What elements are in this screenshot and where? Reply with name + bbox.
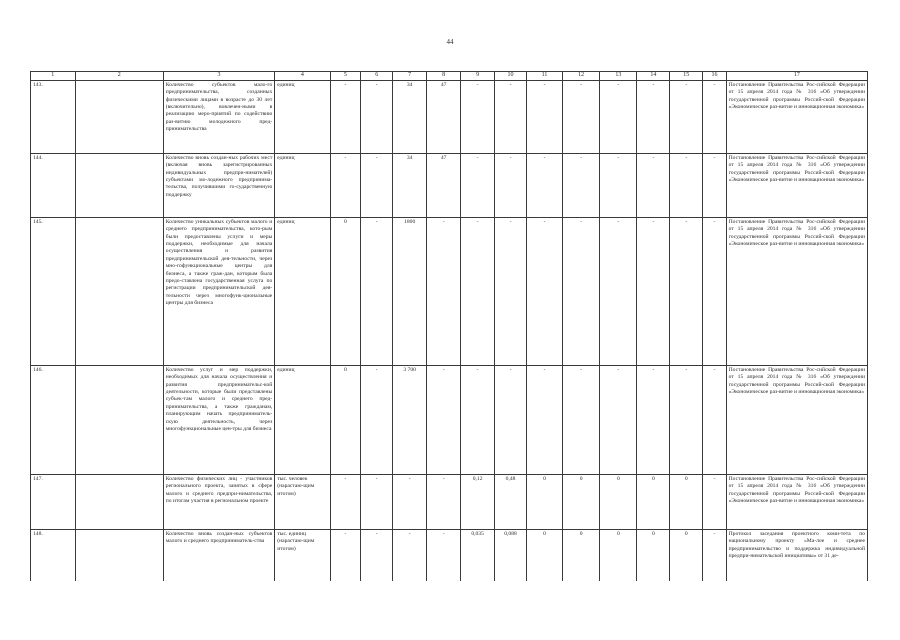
indicator-name-cell: Количество вновь создан-ных рабочих мест (включая вновь зарегистрированных индивидуальных предпри-нимателей) субъектами мо-лодежного предпринима-тельства, получившими го-сударственную поддержку: [163, 153, 275, 217]
value-cell: -: [526, 80, 562, 153]
value-cell: -: [361, 474, 393, 529]
row-empty-cell: [75, 474, 163, 529]
value-cell: -: [563, 80, 600, 153]
value-cell: -: [637, 365, 670, 474]
unit-cell: единиц: [275, 217, 330, 365]
value-cell: -: [637, 217, 670, 365]
indicator-name-cell: Количество услуг и мер поддержки, необходимых для начала осуществления и развития предпринимательс-кой деятельности, которые были представлены субъек-там малого и среднего пред-принимательства, а также гражданам, планирующим начать предприниматель-скую деятельность, через многофункциональные цен-тры для бизнеса: [163, 365, 275, 474]
value-cell: 0: [563, 529, 600, 581]
page-number: 44: [446, 38, 454, 46]
header-cell: 3: [163, 72, 275, 81]
header-cell: 12: [563, 72, 600, 81]
value-cell: 0: [330, 365, 361, 474]
header-cell: 14: [637, 72, 670, 81]
value-cell: 0,48: [495, 474, 527, 529]
value-cell: -: [330, 153, 361, 217]
value-cell: 0: [526, 474, 562, 529]
value-cell: -: [427, 474, 461, 529]
value-cell: -: [361, 365, 393, 474]
row-empty-cell: [75, 529, 163, 581]
value-cell: 0,088: [495, 529, 527, 581]
value-cell: -: [427, 217, 461, 365]
value-cell: -: [703, 80, 726, 153]
header-cell: 5: [330, 72, 361, 81]
value-cell: -: [461, 80, 495, 153]
value-cell: -: [703, 217, 726, 365]
value-cell: -: [526, 153, 562, 217]
value-cell: 0: [526, 529, 562, 581]
header-cell: 6: [361, 72, 393, 81]
value-cell: 34: [393, 153, 427, 217]
table-row: [31, 80, 868, 153]
value-cell: 0: [670, 529, 703, 581]
value-cell: -: [361, 80, 393, 153]
value-cell: 0: [637, 529, 670, 581]
header-cell: 15: [670, 72, 703, 81]
value-cell: 0,12: [461, 474, 495, 529]
value-cell: -: [600, 217, 637, 365]
header-cell: 1: [31, 72, 76, 81]
value-cell: -: [600, 365, 637, 474]
header-cell: 7: [393, 72, 427, 81]
row-number-cell: 147.: [31, 474, 76, 529]
value-cell: 0,035: [461, 529, 495, 581]
source-document-cell: Постановление Правительства Рос-сийской Федерации от 15 апреля 2014 года № 316 «Об утверждении государственной программы Россий-ской Федерации «Экономическое раз-витие и инновационная экономика»: [726, 153, 867, 217]
header-cell: 13: [600, 72, 637, 81]
value-cell: -: [600, 153, 637, 217]
value-cell: 1800: [393, 217, 427, 365]
value-cell: -: [393, 474, 427, 529]
value-cell: 0: [563, 474, 600, 529]
row-number-cell: 148.: [31, 529, 76, 581]
source-document-cell: Постановление Правительства Рос-сийской Федерации от 15 апреля 2014 года № 316 «Об утверждении государственной программы Россий-ской Федерации «Экономическое раз-витие и инновационная экономика»: [726, 80, 867, 153]
header-cell: 9: [461, 72, 495, 81]
row-number-cell: 145.: [31, 217, 76, 365]
row-empty-cell: [75, 80, 163, 153]
row-empty-cell: [75, 217, 163, 365]
value-cell: -: [393, 529, 427, 581]
value-cell: -: [563, 153, 600, 217]
value-cell: -: [670, 153, 703, 217]
value-cell: -: [495, 153, 527, 217]
header-cell: 4: [275, 72, 330, 81]
value-cell: -: [495, 80, 527, 153]
table-row: [31, 529, 868, 581]
value-cell: 0: [637, 474, 670, 529]
value-cell: -: [703, 153, 726, 217]
value-cell: -: [563, 217, 600, 365]
value-cell: -: [330, 80, 361, 153]
unit-cell: единиц: [275, 153, 330, 217]
value-cell: 47: [427, 153, 461, 217]
value-cell: -: [361, 153, 393, 217]
value-cell: -: [461, 365, 495, 474]
value-cell: -: [703, 474, 726, 529]
row-number-cell: 146.: [31, 365, 76, 474]
value-cell: 0: [600, 474, 637, 529]
source-document-cell: Постановление Правительства Рос-сийской Федерации от 15 апреля 2014 года № 316 «Об утверждении государственной программы Россий-ской Федерации «Экономическое раз-витие и инновационная экономика»: [726, 365, 867, 474]
value-cell: -: [461, 153, 495, 217]
header-cell: 8: [427, 72, 461, 81]
value-cell: -: [600, 80, 637, 153]
table-row: [31, 474, 868, 529]
value-cell: -: [330, 474, 361, 529]
row-empty-cell: [75, 153, 163, 217]
table-row: [31, 365, 868, 474]
value-cell: -: [670, 217, 703, 365]
indicator-name-cell: Количество субъектов мало-го предпринимательства, созданных физическими лицами в возрасте до 30 лет (включительно), вовлечен-ными в реализацию меро-приятий по содействию раз-витию молодежного пред-принимательства: [163, 80, 275, 153]
value-cell: -: [670, 365, 703, 474]
row-number-cell: 143.: [31, 80, 76, 153]
value-cell: -: [703, 529, 726, 581]
value-cell: -: [361, 529, 393, 581]
row-number-cell: 144.: [31, 153, 76, 217]
value-cell: 0: [330, 217, 361, 365]
header-cell: 17: [726, 72, 867, 81]
value-cell: -: [461, 217, 495, 365]
header-cell: 10: [495, 72, 527, 81]
source-document-cell: Протокол заседания проектного коми-тета по национальному проекту «Ма-лое и среднее предпринимательство и поддержка индивидуальной предпри-нимательской инициативы» от 31 де-: [726, 529, 867, 581]
unit-cell: тыс. человек (нарастаю-щим итогом): [275, 474, 330, 529]
value-cell: -: [563, 365, 600, 474]
value-cell: -: [495, 365, 527, 474]
value-cell: 0: [600, 529, 637, 581]
value-cell: -: [670, 80, 703, 153]
header-cell: 2: [75, 72, 163, 81]
value-cell: 0: [670, 474, 703, 529]
unit-cell: единиц: [275, 80, 330, 153]
header-cell: 11: [526, 72, 562, 81]
value-cell: -: [637, 153, 670, 217]
value-cell: -: [637, 80, 670, 153]
header-cell: 16: [703, 72, 726, 81]
table-row: [31, 217, 868, 365]
value-cell: -: [427, 529, 461, 581]
value-cell: -: [526, 217, 562, 365]
row-empty-cell: [75, 365, 163, 474]
indicators-table: [30, 71, 868, 581]
indicator-name-cell: Количество вновь создан-ных субъектов малого и среднего предприниматель-ства: [163, 529, 275, 581]
table-header-row: [31, 72, 868, 81]
value-cell: -: [526, 365, 562, 474]
source-document-cell: Постановление Правительства Рос-сийской Федерации от 15 апреля 2014 года № 316 «Об утверждении государственной программы Россий-ской Федерации «Экономическое раз-витие и инновационная экономика»: [726, 474, 867, 529]
unit-cell: тыс. единиц (нарастаю-щим итогом): [275, 529, 330, 581]
value-cell: -: [495, 217, 527, 365]
value-cell: -: [427, 365, 461, 474]
value-cell: -: [361, 217, 393, 365]
indicator-name-cell: Количество уникальных субъектов малого и среднего предпринимательства, кото-рым были предоставлены услуги и меры поддержки, необходимые для начала осуществления и развития предпринимательской дея-тельности, через мно-гофункциональные центры для бизнеса, а также граж-дан, которым была предо-ставлена государственная услуга по регистрации предпринимательской дея-тельности через многофунк-циональные центры для бизнеса: [163, 217, 275, 365]
value-cell: 3 700: [393, 365, 427, 474]
table-row: [31, 153, 868, 217]
source-document-cell: Постановление Правительства Рос-сийской Федерации от 15 апреля 2014 года № 316 «Об утверждении государственной программы Россий-ской Федерации «Экономическое раз-витие и инновационная экономика»: [726, 217, 867, 365]
value-cell: -: [330, 529, 361, 581]
value-cell: 47: [427, 80, 461, 153]
indicator-name-cell: Количество физических лиц - участников регионального проекта, занятых в сфере малого и среднего предпри-нимательства, по итогам участия в региональном проекте: [163, 474, 275, 529]
value-cell: 34: [393, 80, 427, 153]
unit-cell: единиц: [275, 365, 330, 474]
value-cell: -: [703, 365, 726, 474]
